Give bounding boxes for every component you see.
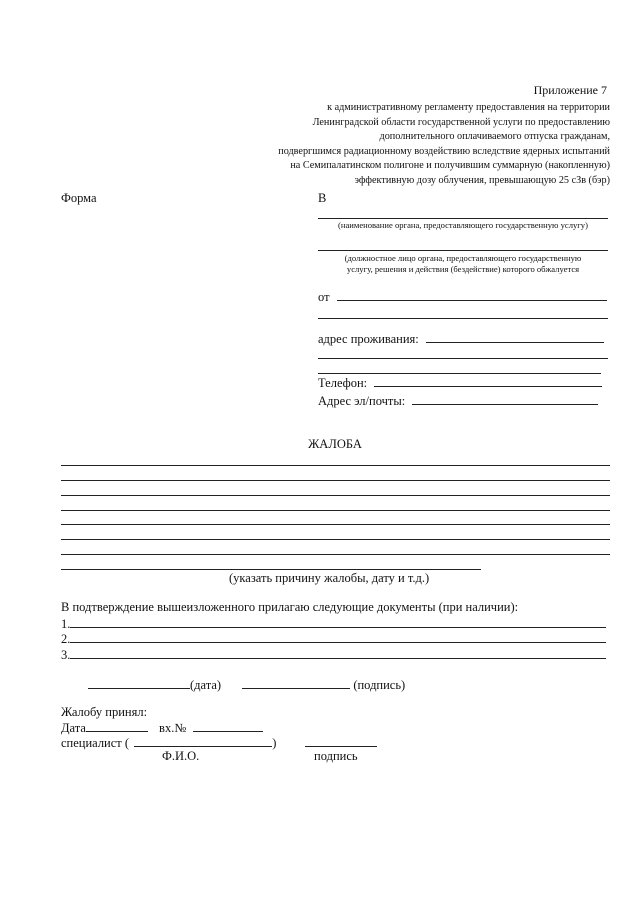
complaint-line[interactable] [61,510,610,511]
documents-intro: В подтверждение вышеизложенного прилагаю следующие документы (при наличии): [61,600,519,614]
complaint-line[interactable] [61,569,481,570]
date-label: (дата) [190,678,222,692]
from-label: от [318,290,330,304]
signature-field[interactable] [242,677,350,689]
appendix-line: дополнительного оплачиваемого отпуска гражданам, [379,131,610,143]
phone-row [318,375,602,391]
specialist-close: ) [272,736,277,750]
complaint-line[interactable] [61,539,610,540]
phone-field[interactable] [374,375,602,387]
official-hint-line: (должностное лицо органа, предоставляющего государственную [344,253,582,263]
complaint-line[interactable] [61,524,610,525]
date-field[interactable] [88,677,190,689]
specialist-name-field[interactable] [134,735,272,747]
appendix-description [190,101,610,189]
document-item [61,616,606,632]
email-row [318,393,598,409]
specialist-signature-field[interactable] [305,735,377,747]
complaint-title: ЖАЛОБА [308,437,362,451]
appendix-title: Приложение 7 [533,83,607,97]
document-item-number: 1. [61,617,71,631]
appendix-line: к административному регламенту предоставления на территории [327,102,610,113]
complaint-line[interactable] [61,480,610,481]
complaint-hint: (указать причину жалобы, дату и т.д.) [229,571,430,585]
document-item [61,647,606,663]
signature-label: (подпись) [353,678,406,692]
incoming-number-label: вх.№ [159,721,187,735]
addressee-organ-hint: (наименование органа, предоставляющего государственную услугу) [338,220,588,230]
address-field-line-3[interactable] [318,373,601,374]
from-field-line-2[interactable] [318,318,608,319]
date-signature-row [88,677,405,693]
incoming-number-field[interactable] [193,720,263,732]
email-label: Адрес эл/почты: [318,394,406,408]
addressee-official-line[interactable] [318,250,608,251]
document-item [61,631,606,647]
addressee-organ-line[interactable] [318,218,608,219]
from-field[interactable] [337,289,607,301]
email-field[interactable] [412,393,598,405]
form-label: Форма [61,191,97,205]
address-field-line-2[interactable] [318,358,608,359]
accepted-date-field[interactable] [86,720,148,732]
address-row [318,331,604,347]
document-item-field[interactable] [70,616,606,628]
accepted-title: Жалобу принял: [61,705,148,719]
phone-label: Телефон: [318,376,368,390]
appendix-line: эффективную дозу облучения, превышающую 25 сЗв (бэр) [354,174,610,186]
document-item-number: 2. [61,632,71,646]
document-item-number: 3. [61,648,71,662]
address-label: адрес проживания: [318,332,419,346]
document-item-field[interactable] [70,647,606,659]
signature-caption: подпись [314,749,358,763]
official-hint-line: услугу, решения и действия (бездействие) которого обжалуется [346,264,580,274]
accepted-date-label: Дата [61,721,86,735]
appendix-line: Ленинградской области государственной услуги по предоставлению [312,116,610,128]
document-item-field[interactable] [70,631,606,643]
addressee-official-hint [318,253,608,275]
from-row [318,289,607,305]
appendix-line: подвергшимся радиационному воздействию вследствие ядерных испытаний [278,145,610,157]
address-field[interactable] [426,331,604,343]
complaint-line[interactable] [61,554,610,555]
appendix-line: на Семипалатинском полигоне и получившим суммарную (накопленную) [290,160,610,172]
specialist-label: специалист ( [61,736,130,750]
fio-label: Ф.И.О. [162,749,200,763]
accepted-date-row [61,720,263,736]
addressee-to-label: В [318,191,327,205]
complaint-line[interactable] [61,495,610,496]
complaint-line[interactable] [61,465,610,466]
